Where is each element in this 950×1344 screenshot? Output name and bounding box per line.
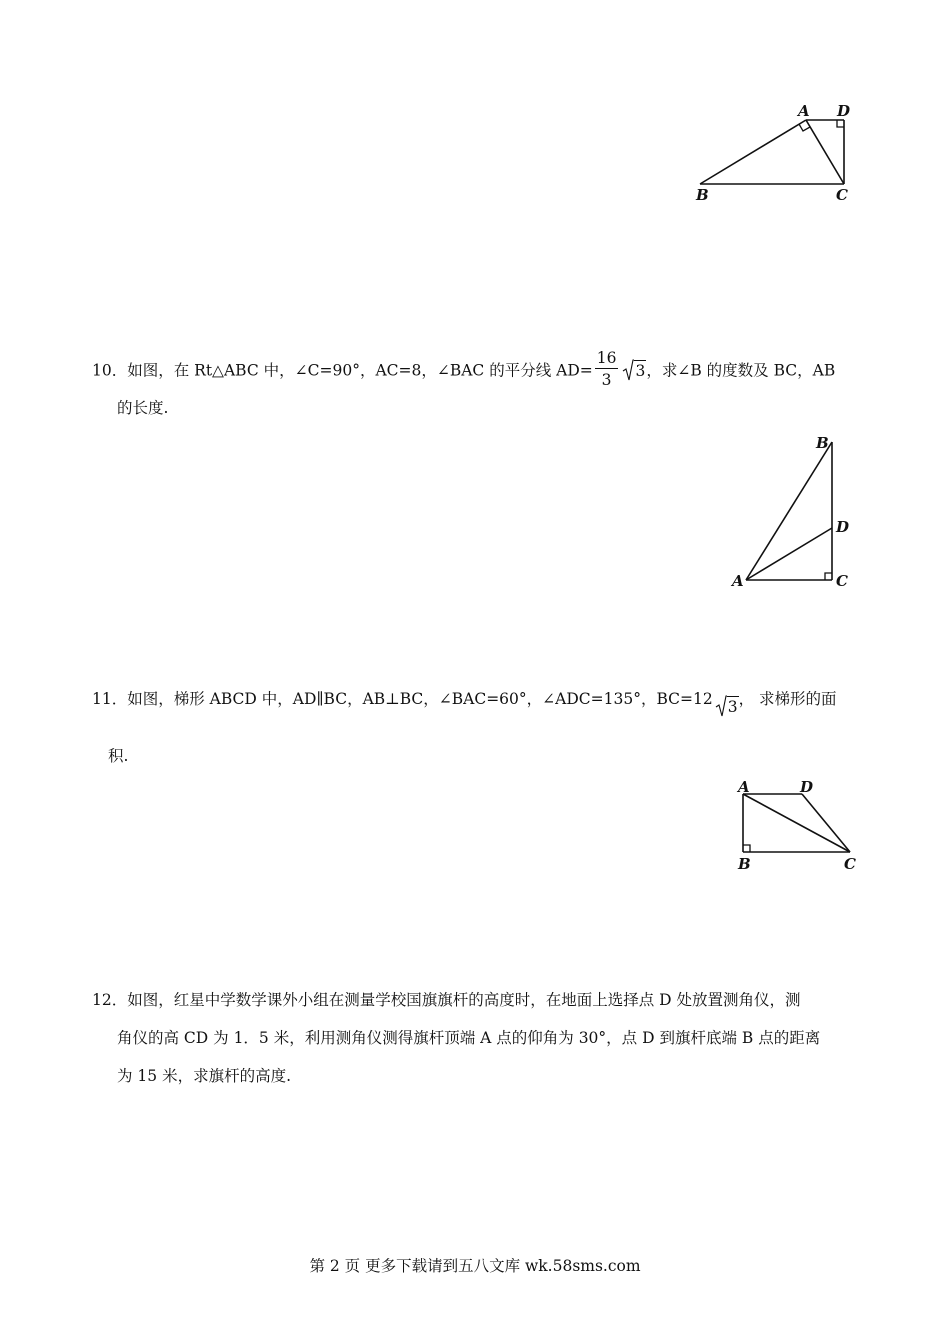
figure-9-triangle (690, 98, 860, 208)
figure-11-trapezoid (730, 776, 865, 876)
problem-10-text-b: ，求∠B 的度数及 BC，AB (646, 361, 836, 380)
square-root (715, 696, 739, 717)
label-c: C (836, 186, 848, 204)
label-d: D (837, 102, 851, 120)
label-c: C (844, 855, 856, 873)
problem-10-text-a: 如图，在 Rt△ABC 中，∠C=90°，AC=8，∠BAC 的平分线 AD= (127, 361, 593, 380)
page-footer (0, 1254, 950, 1276)
problem-10-number: 10． (92, 361, 128, 380)
label-d: D (836, 518, 850, 536)
problem-11-text-b: ， 求梯形的面 (738, 690, 837, 708)
label-b: B (696, 186, 709, 204)
label-d: D (800, 778, 814, 796)
right-angle-mark-b (743, 845, 750, 852)
problem-12-number: 12． (92, 991, 128, 1009)
problem-11-text-c: 积. (108, 747, 129, 765)
fraction-numerator: 16 (596, 349, 617, 367)
right-angle-mark-d (837, 120, 844, 127)
label-a: A (732, 572, 744, 590)
segment-dc (802, 794, 850, 852)
label-b: B (738, 855, 751, 873)
segment-ab (700, 120, 806, 184)
fraction-denominator: 3 (601, 371, 612, 389)
right-angle-mark-c (825, 573, 832, 580)
radical-sign-icon (715, 692, 727, 718)
label-c: C (836, 572, 848, 590)
label-a: A (738, 778, 750, 796)
fraction-16-3 (595, 348, 619, 391)
segment-ad (746, 528, 832, 580)
problem-11-number: 11． (92, 690, 128, 708)
problem-10-text-c: 的长度. (117, 399, 169, 417)
square-root (622, 360, 646, 381)
problem-12-text-c: 为 15 米，求旗杆的高度. (117, 1067, 292, 1085)
segment-ac (806, 120, 844, 184)
radicand: 3 (727, 698, 738, 716)
segment-ac (743, 794, 850, 852)
problem-12-text-a: 如图，红星中学数学课外小组在测量学校国旗旗杆的高度时，在地面上选择点 D 处放置测角仪，测 (127, 991, 801, 1009)
radicand: 3 (635, 361, 646, 380)
problem-11-text-a: 如图，梯形 ABCD 中，AD∥BC，AB⊥BC，∠BAC=60°，∠ADC=135°，BC=12 (127, 690, 713, 708)
label-b: B (816, 434, 829, 452)
problem-12-text-b: 角仪的高 CD 为 1．5 米，利用测角仪测得旗杆顶端 A 点的仰角为 30°，点 D 到旗杆底端 B 点的距离 (117, 1029, 821, 1047)
label-a: A (798, 102, 810, 120)
footer-text: 第 2 页 更多下载请到五八文库 wk.58sms.com (309, 1257, 641, 1275)
segment-ab (746, 442, 832, 580)
radical-sign-icon (622, 356, 634, 382)
figure-10-triangle (728, 430, 858, 595)
